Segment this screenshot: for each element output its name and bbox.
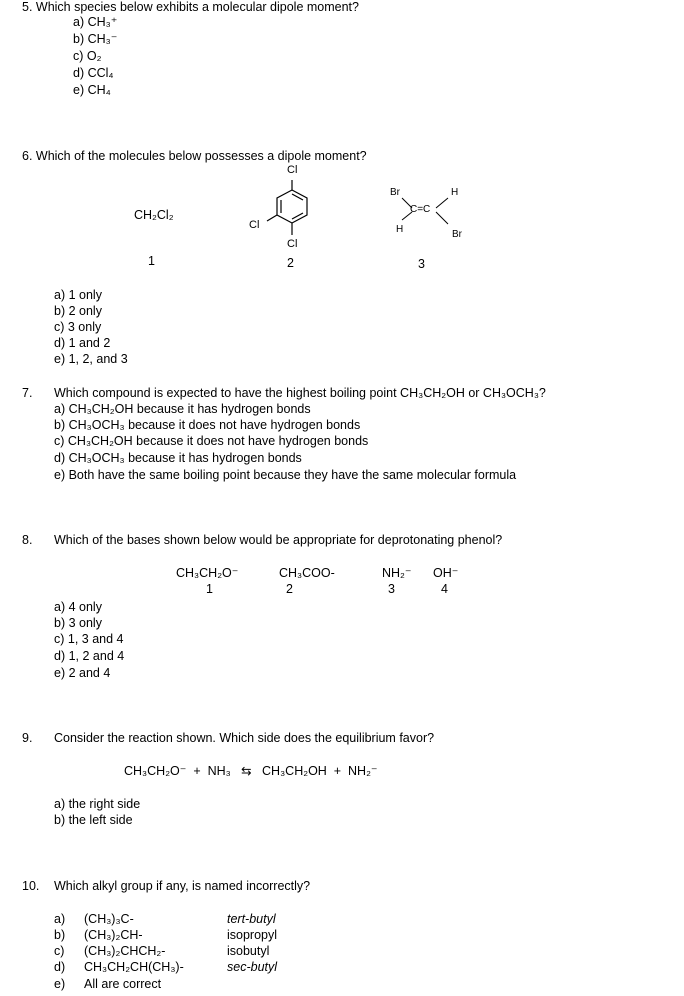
q8-option-d: d) 1, 2 and 4 <box>54 649 125 663</box>
q10-row-b-formula: (CH₃)₂CH- <box>84 928 143 942</box>
q10-row-b-name: isopropyl <box>227 928 278 942</box>
q8-base-4-label: 4 <box>441 582 448 596</box>
q10-row-e-letter: e) <box>54 977 66 991</box>
q6-mol3-br2: Br <box>452 229 462 240</box>
q7-number: 7. <box>22 386 33 400</box>
q6-option-d: d) 1 and 2 <box>54 336 111 350</box>
q8-base-1-label: 1 <box>206 582 213 596</box>
q6-mol3-number: 3 <box>418 257 425 271</box>
q10-row-e-formula: All are correct <box>84 977 162 991</box>
q6-mol3-cc: C=C <box>410 204 431 215</box>
q10-number: 10. <box>22 879 40 893</box>
q7-option-c: c) CH₃CH₂OH because it does not have hydrogen bonds <box>54 434 369 448</box>
q6-mol3-br1: Br <box>390 187 400 198</box>
q6-option-e: e) 1, 2, and 3 <box>54 352 128 366</box>
q8-option-e: e) 2 and 4 <box>54 666 111 680</box>
q5-option-c: c) O₂ <box>73 49 102 63</box>
q8-base-4-formula: OH⁻ <box>433 566 459 580</box>
q6-mol3-h2: H <box>396 224 404 235</box>
q6-question: 6. Which of the molecules below possesses a dipole moment? <box>22 149 367 163</box>
q9-reaction: CH₃CH₂O⁻ + NH₃ ⇆ CH₃CH₂OH + NH₂⁻ <box>124 764 378 778</box>
q10-row-a-formula: (CH₃)₃C- <box>84 912 134 926</box>
q7-option-e: e) Both have the same boiling point because they have the same molecular formula <box>54 468 517 482</box>
q10-row-a-name: tert-butyl <box>227 912 276 926</box>
q10-row-d-letter: d) <box>54 960 66 974</box>
q5-option-a: a) CH₃⁺ <box>73 15 118 29</box>
q8-base-3-formula: NH₂⁻ <box>382 566 412 580</box>
q8-option-b: b) 3 only <box>54 616 102 630</box>
q6-mol2-cl-top: Cl <box>287 164 298 176</box>
q6-mol2-cl-left: Cl <box>249 219 260 231</box>
q5-option-e: e) CH₄ <box>73 83 111 97</box>
q9-number: 9. <box>22 731 33 745</box>
q8-base-3-label: 3 <box>388 582 395 596</box>
q7-option-a: a) CH₃CH₂OH because it has hydrogen bonds <box>54 402 311 416</box>
q7-question: Which compound is expected to have the highest boiling point CH₃CH₂OH or CH₃OCH₃? <box>54 386 546 400</box>
q10-row-d-formula: CH₃CH₂CH(CH₃)- <box>84 960 184 974</box>
q9-option-b: b) the left side <box>54 813 133 827</box>
q7-option-b: b) CH₃OCH₃ because it does not have hydrogen bonds <box>54 418 361 432</box>
q6-mol2-number: 2 <box>287 256 294 270</box>
q10-row-c-name: isobutyl <box>227 944 270 958</box>
q7-option-d: d) CH₃OCH₃ because it has hydrogen bonds <box>54 451 302 465</box>
q8-base-1-formula: CH₃CH₂O⁻ <box>176 566 239 580</box>
q6-option-a: a) 1 only <box>54 288 102 302</box>
q8-base-2-label: 2 <box>286 582 293 596</box>
q10-row-c-formula: (CH₃)₂CHCH₂- <box>84 944 166 958</box>
q6-mol2-cl-bottom: Cl <box>287 238 298 250</box>
q9-option-a: a) the right side <box>54 797 141 811</box>
q5-question: 5. Which species below exhibits a molecular dipole moment? <box>22 0 359 14</box>
q8-number: 8. <box>22 533 33 547</box>
q6-mol2-structure <box>265 178 320 238</box>
q10-question: Which alkyl group if any, is named incorrectly? <box>54 879 311 893</box>
q8-base-2-formula: CH₃COO- <box>279 566 335 580</box>
q8-option-c: c) 1, 3 and 4 <box>54 632 124 646</box>
q10-row-d-name: sec-butyl <box>227 960 278 974</box>
q9-question: Consider the reaction shown. Which side does the equilibrium favor? <box>54 731 435 745</box>
q8-option-a: a) 4 only <box>54 600 102 614</box>
q10-row-c-letter: c) <box>54 944 65 958</box>
q5-option-d: d) CCl₄ <box>73 66 114 80</box>
q6-mol3-h1: H <box>451 187 459 198</box>
q6-mol1-number: 1 <box>148 254 155 268</box>
q6-option-b: b) 2 only <box>54 304 102 318</box>
q10-row-b-letter: b) <box>54 928 66 942</box>
q6-mol1-formula: CH₂Cl₂ <box>134 208 174 222</box>
q10-row-a-letter: a) <box>54 912 66 926</box>
q5-option-b: b) CH₃⁻ <box>73 32 118 46</box>
q8-question: Which of the bases shown below would be appropriate for deprotonating phenol? <box>54 533 503 547</box>
q6-option-c: c) 3 only <box>54 320 102 334</box>
